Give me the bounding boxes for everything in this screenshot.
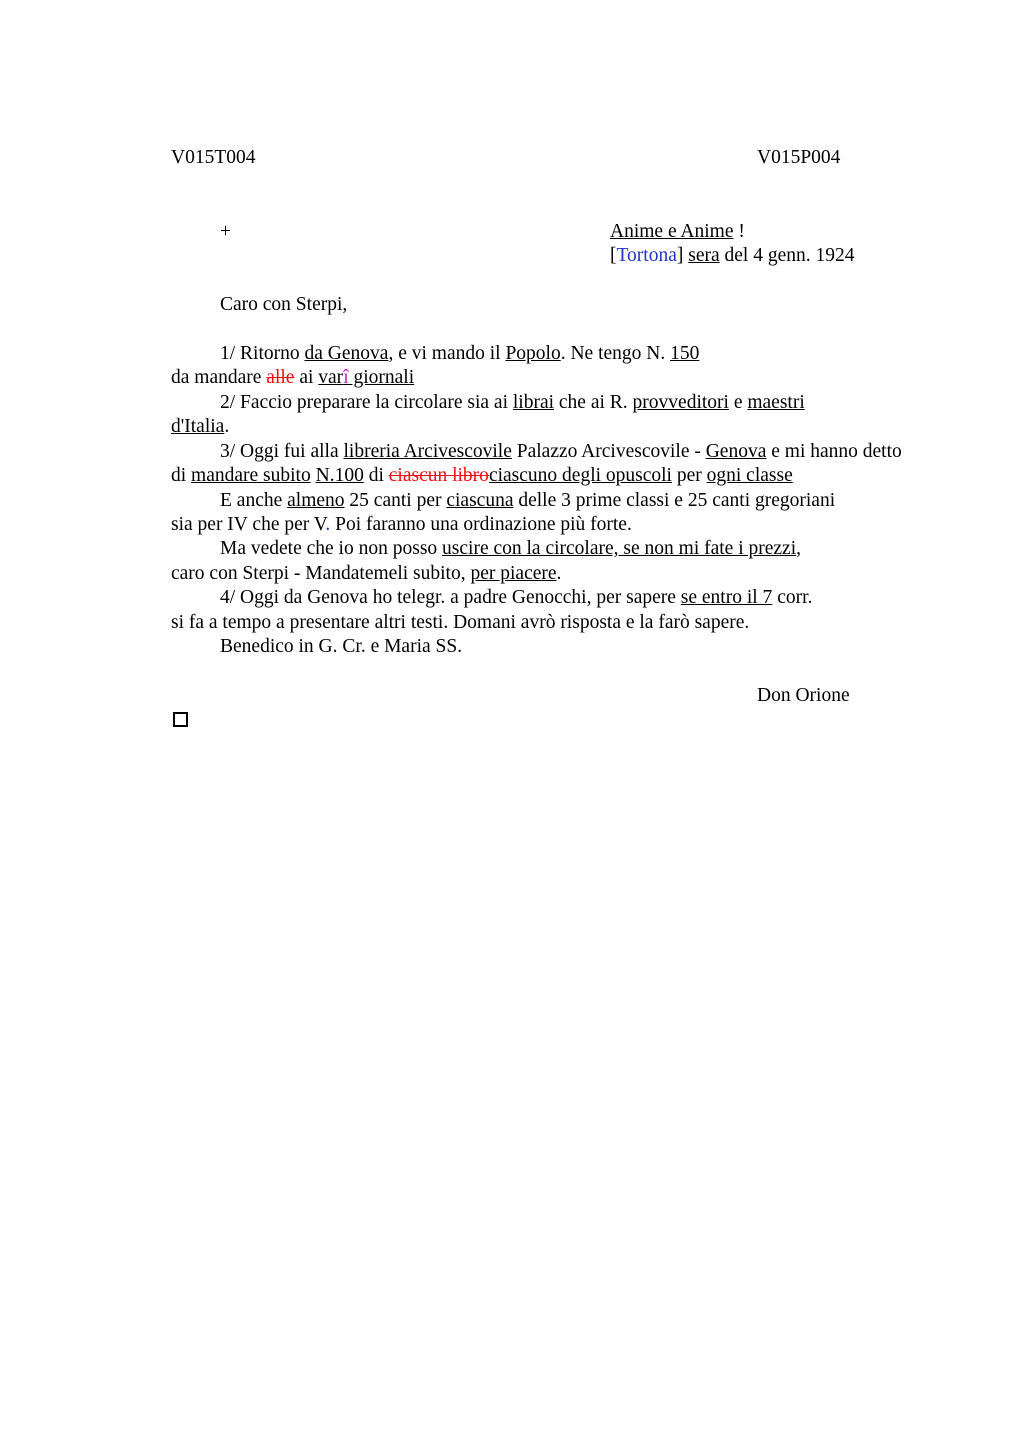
text-run: Palazzo Arcivescovile -	[511, 441, 706, 462]
cross-mark: +	[220, 221, 231, 242]
underlined-run: libreria Arcivescovile	[343, 441, 512, 462]
text-run: giornali	[348, 367, 415, 388]
end-marker-square-icon	[173, 712, 188, 727]
paragraph-6-line-1	[220, 586, 812, 610]
text-run: e	[728, 392, 748, 413]
document-code-right: V015P004	[757, 147, 841, 168]
text-run: E anche	[220, 490, 288, 511]
text-run: Poi faranno una ordinazione più forte.	[330, 514, 632, 535]
text-run: .	[224, 416, 230, 437]
text-run: 1/ Ritorno	[220, 343, 305, 364]
signature: Don Orione	[757, 685, 850, 706]
corrected-mark: .	[325, 514, 331, 535]
blessing: Benedico in G. Cr. e Maria SS.	[220, 636, 463, 657]
paragraph-3-line-2	[171, 464, 793, 488]
underlined-run: ciascuna	[446, 490, 514, 511]
underlined-run: da Genova	[304, 343, 389, 364]
title-text: Anime e Anime	[610, 221, 734, 242]
paragraph-5-line-1	[220, 537, 801, 561]
paragraph-2-line-2	[171, 415, 229, 439]
underlined-run: mandare subito	[191, 465, 311, 486]
date-text: del 4 genn. 1924	[719, 245, 855, 266]
text-run: caro con Sterpi - Mandatemeli subito,	[171, 563, 471, 584]
text-run: sia per IV che per V	[171, 514, 326, 535]
paragraph-4-line-2	[171, 513, 632, 537]
paragraph-1-line-2	[171, 366, 414, 390]
underlined-run: 150	[670, 343, 700, 364]
underlined-run: N.100	[315, 465, 364, 486]
underlined-run: uscire con la circolare, se non mi fate i prezzi	[442, 538, 797, 559]
underlined-run: Genova	[705, 441, 767, 462]
underlined-run: Popolo	[505, 343, 561, 364]
text-run: 25 canti per	[344, 490, 447, 511]
text-run: delle 3 prime classi e 25 canti gregoriani	[513, 490, 836, 511]
text-run: . Ne tengo N.	[560, 343, 671, 364]
struck-run: ciascun libro	[388, 465, 489, 486]
text-run: .	[556, 563, 562, 584]
paragraph-1-line-1	[220, 342, 699, 366]
underlined-run: maestri	[747, 392, 805, 413]
text-run: Ma vedete che io non posso	[220, 538, 443, 559]
text-run: 4/ Oggi da Genova ho telegr. a padre Genocchi, per sapere	[220, 587, 681, 608]
salutation: Caro con Sterpi,	[220, 294, 348, 315]
text-run: di	[171, 465, 192, 486]
sera-word: sera	[688, 245, 720, 266]
underlined-run: se entro il 7	[680, 587, 773, 608]
underlined-run: d'Italia	[171, 416, 225, 437]
text-run: 2/ Faccio preparare la circolare sia ai	[220, 392, 513, 413]
paragraph-4-line-1	[220, 489, 835, 513]
corrected-letter: î	[343, 367, 349, 388]
paragraph-6-line-2: si fa a tempo a presentare altri testi. Domani avrò risposta e la farò sapere.	[171, 612, 750, 633]
text-run: corr.	[772, 587, 813, 608]
bracket-open: [	[610, 245, 617, 266]
text-run: di	[363, 465, 389, 486]
underlined-run: almeno	[287, 490, 345, 511]
document-code-left: V015T004	[171, 147, 256, 168]
paragraph-2-line-1	[220, 391, 805, 415]
text-run: ,	[796, 538, 801, 559]
paragraph-3-line-1	[220, 440, 902, 464]
text-run: e mi hanno detto	[766, 441, 902, 462]
struck-run: alle	[266, 367, 295, 388]
paragraph-5-line-2	[171, 562, 561, 586]
text-run: 3/ Oggi fui alla	[220, 441, 344, 462]
title-excl: !	[733, 221, 745, 242]
place-date-line	[610, 244, 855, 268]
text-run: , e vi mando il	[388, 343, 506, 364]
text-run: che ai R.	[554, 392, 633, 413]
text-run: var	[318, 367, 344, 388]
text-run: per	[671, 465, 707, 486]
underlined-run: per piacere	[470, 563, 557, 584]
underlined-run: librai	[512, 392, 555, 413]
letter-heading-title	[610, 220, 745, 244]
underlined-run: ogni classe	[706, 465, 793, 486]
underlined-run: provveditori	[632, 392, 729, 413]
underlined-run: ciascuno degli opuscoli	[488, 465, 672, 486]
bracket-close: ]	[676, 245, 684, 266]
place-name: Tortona	[616, 245, 677, 266]
text-run: ai	[294, 367, 319, 388]
text-run: da mandare	[171, 367, 267, 388]
underlined-run	[318, 367, 414, 388]
